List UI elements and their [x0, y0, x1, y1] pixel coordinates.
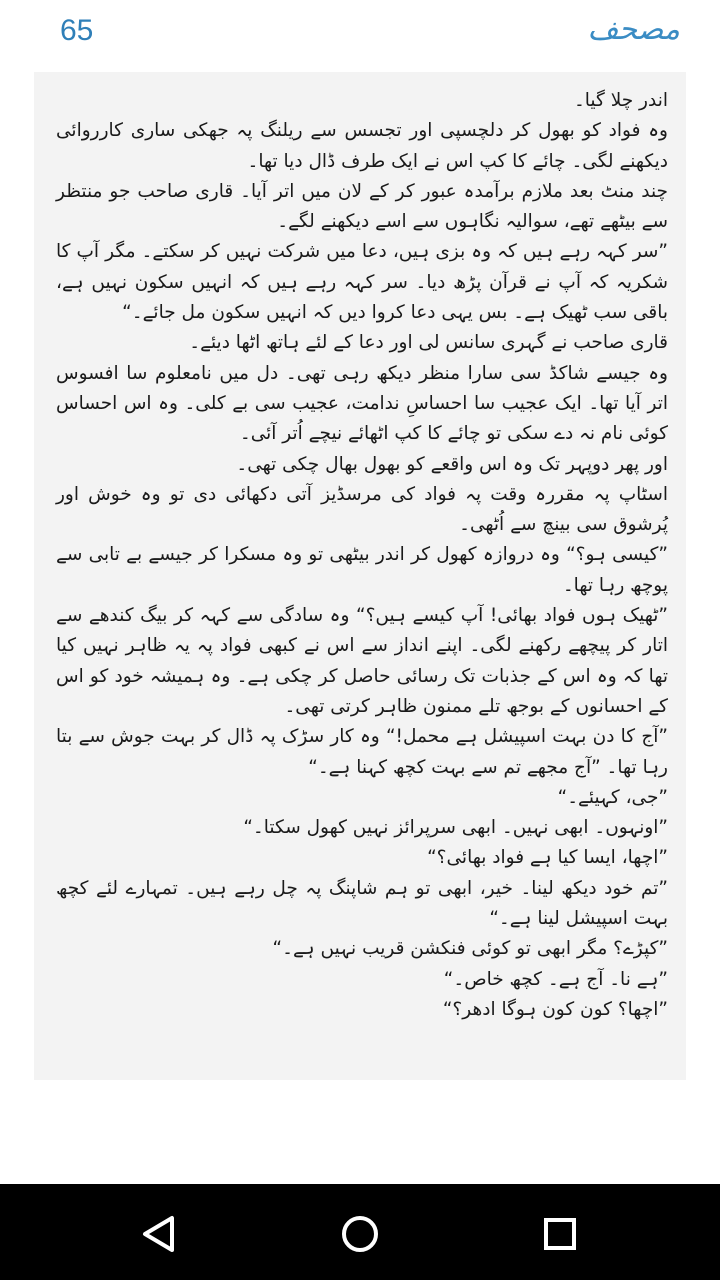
paragraph: چند منٹ بعد ملازم برآمدہ عبور کر کے لان میں اتر آیا۔ قاری صاحب جو منتظر سے بیٹھے تھے، سوالیہ نگاہوں سے اسے دیکھنے لگے۔: [56, 180, 668, 233]
page-text: [56, 86, 668, 1025]
paragraph: ”آج کا دن بہت اسپیشل ہے محمل!“ وہ کار سڑک پہ ڈال کر بہت جوش سے بتا رہا تھا۔ ”آج مجھے تم سے بہت کچھ کہنا ہے۔“: [56, 726, 668, 778]
paragraph: وہ فواد کو بھول کر دلچسپی اور تجسس سے ریلنگ پہ جھکی ساری کارروائی دیکھنے لگی۔ چائے کا کپ اس نے ایک طرف ڈال دیا تھا۔: [56, 120, 668, 172]
brand-logo: مصحف: [587, 12, 680, 47]
paragraph: ”اچھا؟ کون کون ہوگا ادھر؟“: [442, 998, 668, 1020]
paragraph: اور پھر دوپہر تک وہ اس واقعے کو بھول بھال چکی تھی۔: [236, 453, 668, 475]
navigation-bar: [0, 1184, 720, 1280]
page-header: [0, 0, 720, 70]
paragraph: وہ جیسے شاکڈ سی سارا منظر دیکھ رہی تھی۔ دل میں نامعلوم سا افسوس اتر آیا تھا۔ ایک عجیب سا احساسِ ندامت، عجیب سی بے کلی۔ وہ اس احساس کوئی نام نہ دے سکی تو چائے کا کپ اٹھائے نیچے اُتر آئی۔: [56, 362, 668, 445]
paragraph: ”جی، کہیئے۔“: [557, 786, 668, 808]
recents-button[interactable]: [536, 1210, 584, 1258]
paragraph: اسٹاپ پہ مقررہ وقت پہ فواد کی مرسڈیز آتی دکھائی دی تو وہ خوش اور پُرشوق سی بینچ سے اُٹھی۔: [56, 483, 668, 536]
paragraph: ”سر کہہ رہے ہیں کہ وہ بزی ہیں، دعا میں شرکت نہیں کر سکتے۔ مگر آپ کا شکریہ کہ آپ نے قرآن پڑھ دیا۔ سر کہہ رہے ہیں کہ انہیں سکون نہیں ہے، باقی سب ٹھیک ہے۔ بس یہی دعا کروا دیں کہ انہیں سکون مل جائے۔“: [56, 241, 668, 324]
paragraph: ”کیسی ہو؟“ وہ دروازہ کھول کر اندر بیٹھی تو وہ مسکرا کر جیسے بے تابی سے پوچھ رہا تھا۔: [56, 544, 668, 596]
book-page: [34, 72, 686, 1080]
page-number: 65: [60, 14, 94, 47]
circle-home-icon: [336, 1210, 384, 1258]
paragraph: ”ہے نا۔ آج ہے۔ کچھ خاص۔“: [443, 968, 668, 990]
square-recents-icon: [536, 1210, 584, 1258]
paragraph: ”اچھا، ایسا کیا ہے فواد بھائی؟“: [427, 847, 668, 869]
back-button[interactable]: [136, 1210, 184, 1258]
paragraph: قاری صاحب نے گہری سانس لی اور دعا کے لئے ہاتھ اٹھا دیئے۔: [189, 332, 668, 354]
home-button[interactable]: [336, 1210, 384, 1258]
paragraph: ”کپڑے؟ مگر ابھی تو کوئی فنکشن قریب نہیں ہے۔“: [272, 938, 668, 960]
triangle-back-icon: [136, 1210, 184, 1258]
paragraph: ”ٹھیک ہوں فواد بھائی! آپ کیسے ہیں؟“ وہ سادگی سے کہہ کر بیگ کندھے سے اتار کر پیچھے رکھنے لگی۔ اپنے انداز سے اس نے کبھی فواد پہ یہ ظاہر نہیں کیا تھا کہ وہ اس کے جذبات تک رسائی حاصل کر چکی ہے۔ وہ ہمیشہ خود کو اس کے احسانوں کے بوجھ تلے ممنون ظاہر کرتی تھی۔: [56, 605, 668, 717]
paragraph: ”تم خود دیکھ لینا۔ خیر، ابھی تو ہم شاپنگ پہ چل رہے ہیں۔ تمہارے لئے کچھ بہت اسپیشل لینا ہے۔“: [56, 877, 668, 930]
paragraph: اندر چلا گیا۔: [573, 90, 668, 111]
paragraph: ”اونہوں۔ ابھی نہیں۔ ابھی سرپرائز نہیں کھول سکتا۔“: [243, 817, 668, 839]
